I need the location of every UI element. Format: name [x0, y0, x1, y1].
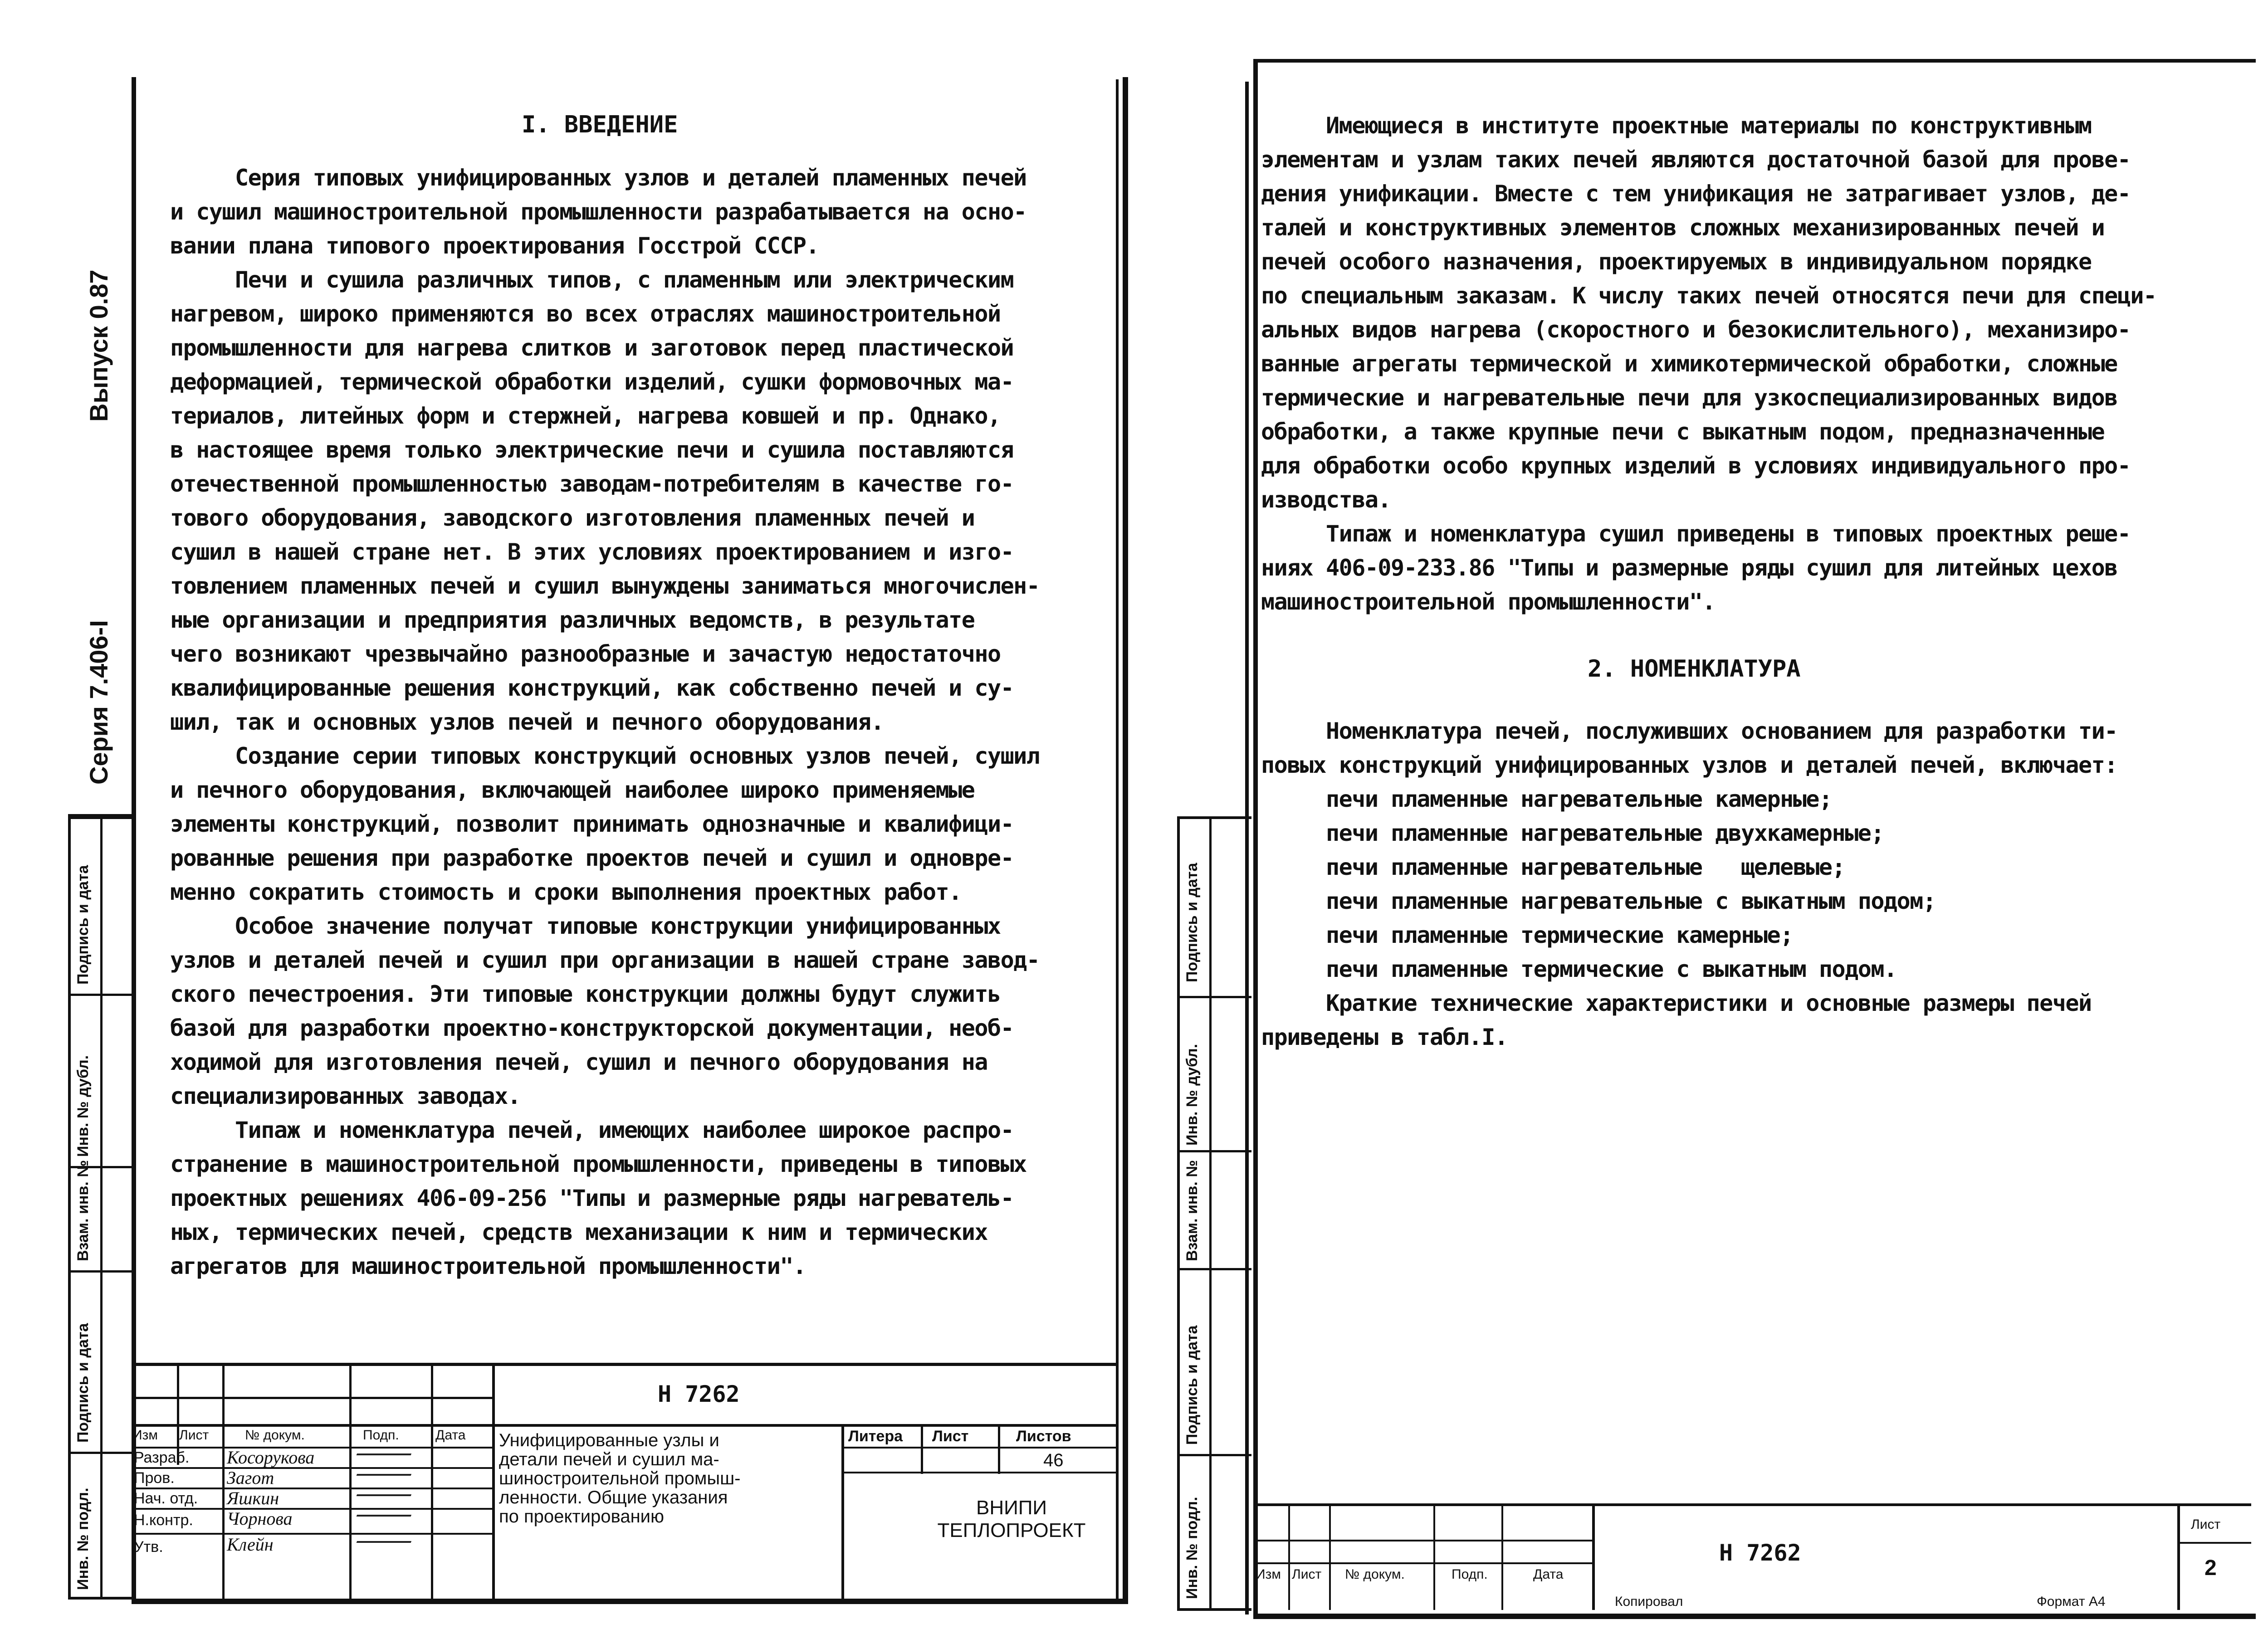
left-body-line: тового оборудования, заводского изготовления пламенных печей и [170, 505, 975, 531]
left-body-line: странение в машиностроительной промышленности, приведены в типовых [170, 1151, 1026, 1177]
left-body-line: отечественной промышленностью заводам-потребителям в качестве го- [170, 471, 1014, 497]
right-body-text-top [1261, 109, 2156, 619]
series-label: Серия 7.406-I [84, 620, 113, 785]
left-body-line: Типаж и номенклатура печей, имеющих наиболее широкое распро- [170, 1117, 1014, 1143]
left-body-line: Создание серии типовых конструкций основных узлов печей, сушил [170, 743, 1040, 769]
left-body-line: териалов, литейных форм и стержней, нагрева ковшей и пр. Однако, [170, 403, 1001, 429]
strip-cell-sign-date: Подпись и дата [74, 865, 92, 985]
name-normcontrol: Чорнова [227, 1508, 293, 1529]
r-strip-cell-orig-inv: Инв. № подл. [1183, 1497, 1201, 1599]
left-body-line: ные организации и предприятия различных ведомств, в результате [170, 607, 975, 633]
strip-cell-orig-inv: Инв. № подл. [74, 1488, 92, 1590]
left-body-line: проектных решениях 406-09-256 "Типы и размерные ряды нагреватель- [170, 1185, 1014, 1211]
right-body-bottom-line: приведены в табл.I. [1261, 1024, 1508, 1050]
signature-1 [357, 1444, 415, 1455]
org-name [907, 1497, 1116, 1542]
left-body-line: и сушил машиностроительной промышленности разрабатывается на осно- [170, 199, 1026, 225]
title-line-3: шиностроительной промыш- [499, 1468, 741, 1488]
left-body-line: деформацией, термической обработки изделий, сушки формовочных ма- [170, 369, 1014, 395]
right-body-top-line: альных видов нагрева (скоростного и безокислительного), механизиро- [1261, 317, 2131, 343]
left-body-line: ского печестроения. Эти типовые конструкции должны будут служить [170, 981, 1001, 1007]
r-hdr-date: Дата [1533, 1567, 1564, 1582]
hdr-sheets: Листов [1016, 1428, 1071, 1445]
title-line-5: по проектированию [499, 1507, 665, 1527]
title-line-2: детали печей и сушил ма- [499, 1449, 719, 1469]
r-hdr-izm: Изм [1256, 1567, 1281, 1582]
role-checker: Пров. [134, 1469, 175, 1487]
left-body-line: товлением пламенных печей и сушил вынуждены заниматься многочислен- [170, 573, 1040, 599]
r-hdr-sign: Подп. [1452, 1567, 1488, 1582]
right-heading: 2. НОМЕНКЛАТУРА [1588, 655, 1801, 683]
strip-cell-sign-date-2: Подпись и дата [74, 1323, 92, 1443]
left-body-line: чего возникают чрезвычайно разнообразные и зачастую недостаточно [170, 641, 1001, 667]
name-approver: Клейн [227, 1534, 274, 1555]
title-line-4: ленности. Общие указания [499, 1488, 728, 1507]
left-body-line: ходимой для изготовления печей, сушил и печного оборудования на [170, 1049, 987, 1075]
right-body-top-line: талей и конструктивных элементов сложных механизированных печей и [1261, 215, 2105, 241]
right-body-bottom-line: Номенклатура печей, послуживших основанием для разработки ти- [1261, 718, 2117, 744]
signature-3 [357, 1485, 415, 1496]
right-body-bottom-line: печи пламенные нагревательные щелевые; [1261, 854, 1845, 880]
org-line-1: ВНИПИ [976, 1497, 1047, 1519]
left-body-line: узлов и деталей печей и сушил при организации в нашей стране завод- [170, 947, 1040, 973]
left-body-line: вании плана типового проектирования Госстрой СССР. [170, 233, 819, 259]
hdr-doc: № докум. [245, 1428, 305, 1443]
signature-5 [357, 1532, 415, 1543]
name-developer: Косорукова [227, 1447, 315, 1468]
left-body-line: сушил в нашей стране нет. В этих условиях проектированием и изго- [170, 539, 1014, 565]
hdr-sign: Подп. [363, 1428, 399, 1443]
left-body-line: базой для разработки проектно-конструкторской документации, необ- [170, 1015, 1014, 1041]
r-strip-cell-sign-date: Подпись и дата [1183, 863, 1201, 982]
copied-by: Копировал [1615, 1594, 1683, 1609]
r-sheet-number: 2 [2204, 1556, 2217, 1580]
signature-2 [357, 1465, 415, 1476]
title-line-1: Унифицированные узлы и [499, 1430, 719, 1450]
left-body-line: Печи и сушила различных типов, с пламенным или электрическим [170, 267, 1014, 293]
left-body-line: в настоящее время только электрические печи и сушила поставляются [170, 437, 1014, 463]
left-body-line: промышленности для нагрева слитков и заготовок перед пластической [170, 335, 1014, 361]
right-body-text-bottom [1261, 714, 2117, 1054]
left-body-line: квалифицированные решения конструкций, как собственно печей и су- [170, 675, 1014, 701]
hdr-sheet: Лист [932, 1428, 969, 1445]
role-head: Нач. отд. [134, 1490, 198, 1507]
sheets-count: 46 [1043, 1450, 1064, 1470]
right-body-bottom-line: печи пламенные нагревательные двухкамерные; [1261, 820, 1884, 846]
right-body-top-line: обработки, а также крупные печи с выкатным подом, предназначенные [1261, 419, 2105, 445]
left-drawing-code: Н 7262 [658, 1381, 740, 1407]
right-binder-strip [1177, 816, 1251, 1611]
left-body-line: рованные решения при разработке проектов печей и сушил и одновре- [170, 845, 1014, 871]
role-approver: Утв. [134, 1538, 163, 1556]
right-body-top-line: Типаж и номенклатура сушил приведены в типовых проектных реше- [1261, 521, 2131, 547]
strip-cell-dup-inv: Инв. № дубл. [74, 1055, 92, 1157]
right-body-top-line: дения унификации. Вместе с тем унификация не затрагивает узлов, де- [1261, 180, 2131, 207]
r-sheet-label: Лист [2191, 1517, 2221, 1532]
issue-label: Выпуск 0.87 [84, 269, 113, 422]
right-body-top-line: для обработки особо крупных изделий в условиях индивидуального про- [1261, 453, 2131, 479]
left-body-line: специализированных заводах. [170, 1083, 521, 1109]
left-body-line: ных, термических печей, средств механизации к ним и термических [170, 1219, 987, 1245]
right-body-bottom-line: Краткие технические характеристики и основные размеры печей [1261, 990, 2092, 1016]
left-heading: I. ВВЕДЕНИЕ [522, 111, 678, 138]
org-line-2: ТЕПЛОПРОЕКТ [937, 1519, 1086, 1541]
right-body-bottom-line: печи пламенные термические с выкатным подом. [1261, 956, 1897, 982]
r-strip-cell-replace-inv: Взам. инв. № [1183, 1160, 1201, 1261]
left-body-line: агрегатов для машиностроительной промышленности". [170, 1253, 806, 1279]
r-strip-cell-dup-inv: Инв. № дубл. [1183, 1044, 1201, 1146]
name-checker: Загот [227, 1468, 274, 1488]
hdr-date: Дата [435, 1428, 466, 1443]
right-body-top-line: изводства. [1261, 487, 1391, 513]
left-binder-strip [68, 814, 134, 1600]
left-body-line: Особое значение получат типовые конструкции унифицированных [170, 913, 1001, 939]
right-body-top-line: Имеющиеся в институте проектные материалы по конструктивным [1261, 112, 2092, 139]
role-normcontrol: Н.контр. [134, 1512, 193, 1529]
signature-4 [357, 1506, 415, 1517]
name-head: Яшкин [227, 1488, 279, 1508]
hdr-izm: Изм [132, 1428, 158, 1443]
left-body-line: элементы конструкций, позволит принимать однозначные и квалифици- [170, 811, 1014, 837]
left-page-right-edge [1116, 79, 1119, 1599]
right-body-top-line: ванные агрегаты термической и химикотермической обработки, сложные [1261, 351, 2117, 377]
right-body-top-line: ниях 406-09-233.86 "Типы и размерные ряды сушил для литейных цехов [1261, 555, 2117, 581]
right-body-top-line: по специальным заказам. К числу таких печей относятся печи для специ- [1261, 283, 2156, 309]
right-body-top-line: элементам и узлам таких печей являются достаточной базой для прове- [1261, 146, 2131, 173]
document-title [499, 1431, 741, 1526]
role-developer: Разраб. [134, 1449, 190, 1466]
strip-cell-replace-inv: Взам. инв. № [74, 1160, 92, 1261]
right-body-top-line: печей особого назначения, проектируемых в индивидуальном порядке [1261, 249, 2092, 275]
paper-format: Формат А4 [2037, 1594, 2106, 1609]
left-body-line: менно сократить стоимость и сроки выполнения проектных работ. [170, 879, 962, 905]
left-body-line: шил, так и основных узлов печей и печного оборудования. [170, 709, 884, 735]
right-body-bottom-line: печи пламенные термические камерные; [1261, 922, 1793, 948]
hdr-list: Лист [179, 1428, 209, 1443]
left-body-text [170, 161, 1039, 1283]
left-body-line: нагревом, широко применяются во всех отраслях машиностроительной [170, 301, 1001, 327]
right-body-bottom-line: печи пламенные нагревательные с выкатным подом; [1261, 888, 1936, 914]
left-body-line: Серия типовых унифицированных узлов и деталей пламенных печей [170, 165, 1026, 191]
right-body-top-line: термические и нагревательные печи для узкоспециализированных видов [1261, 385, 2117, 411]
right-body-bottom-line: печи пламенные нагревательные камерные; [1261, 786, 1832, 812]
right-body-top-line: машиностроительной промышленности". [1261, 589, 1716, 615]
r-strip-cell-sign-date-2: Подпись и дата [1183, 1325, 1201, 1445]
left-body-line: и печного оборудования, включающей наиболее широко применяемые [170, 777, 975, 803]
r-hdr-doc: № докум. [1345, 1567, 1405, 1582]
right-body-bottom-line: повых конструкций унифицированных узлов и деталей печей, включает: [1261, 752, 2117, 778]
right-drawing-code: Н 7262 [1719, 1540, 1801, 1566]
hdr-litera: Литера [848, 1428, 903, 1445]
r-hdr-list: Лист [1292, 1567, 1322, 1582]
